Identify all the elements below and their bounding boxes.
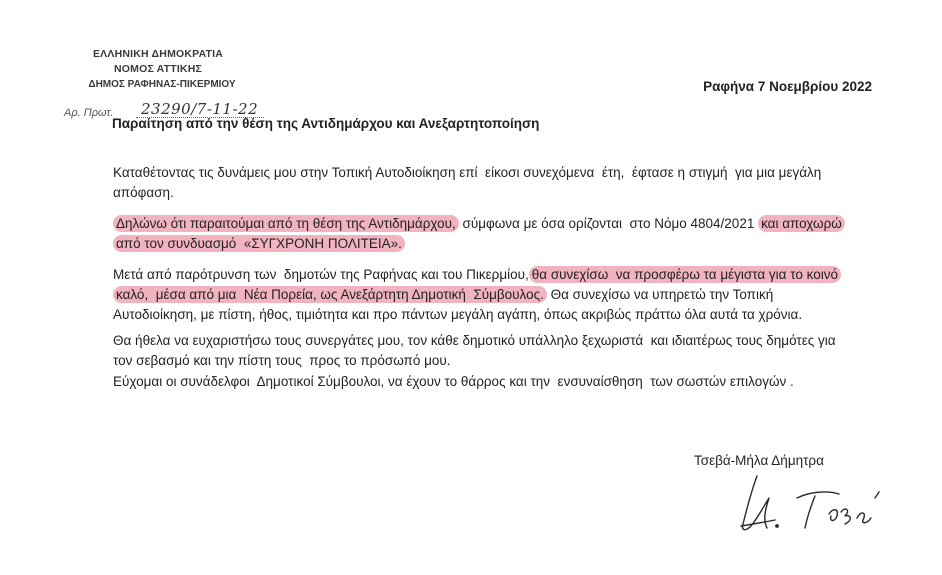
paragraph-line: απόφαση. — [113, 185, 174, 200]
paragraph-line: Θα ήθελα να ευχαριστήσω τους συνεργάτες μου, τον κάθε δημοτικό υπάλληλο ξεχωριστά και ιδιαιτέρως τους δημότες για — [113, 333, 836, 348]
signatory-name: Τσεβά-Μήλα Δήμητρα — [694, 453, 824, 468]
paragraph-text: Μετά από παρότρυνση των δημοτών της Ραφήνας και του Πικερμίου, — [113, 267, 529, 282]
letterhead — [58, 47, 258, 92]
handwritten-signature — [735, 468, 895, 538]
letterhead-line: ΝΟΜΟΣ ΑΤΤΙΚΗΣ — [113, 63, 202, 75]
protocol-handwritten: 23290/7-11-22 — [141, 100, 259, 118]
paragraph — [113, 163, 933, 203]
highlighted-text: Δηλώνω ότι παραιτούμαι από τη θέση της Αντιδημάρχου, — [113, 215, 459, 232]
paragraph — [113, 331, 933, 371]
letter-subject: Παραίτηση από την θέση της Αντιδημάρχου και Ανεξαρτητοποίηση — [112, 116, 540, 131]
paragraph-text: σύμφωνα με όσα ορίζονται στο Νόμο 4804/2021 — [458, 216, 759, 231]
protocol-label: Αρ. Πρωτ. — [64, 107, 114, 119]
paragraph-text: Θα συνεχίσω να υπηρετώ την Τοπική — [546, 287, 774, 302]
paragraph-line: Εύχομαι οι συνάδελφοι Δημοτικοί Σύμβουλοι, να έχουν το θάρρος και την ενσυναίσθηση των σωστών επιλογών . — [113, 374, 794, 389]
highlighted-text: καλό, μέσα από μια Νέα Πορεία, ως Ανεξάρτητη Δημοτική Σύμβουλος. — [113, 286, 547, 303]
highlighted-text: και αποχωρώ — [758, 215, 845, 232]
highlighted-text: θα συνεχίσω να προσφέρω τα μέγιστα για το κοινό — [529, 266, 841, 283]
paragraph — [113, 214, 933, 254]
paragraph — [113, 372, 933, 392]
paragraph-line: τον σεβασμό και την πίστη τους προς το πρόσωπό μου. — [113, 353, 451, 368]
paragraph-line: Αυτοδιοίκηση, με πίστη, ήθος, τιμιότητα και προ πάντων μεγάλη αγάπη, όπως ακριβώς πράττω όλα αυτά τα χρόνια. — [113, 307, 803, 322]
letterhead-line: ΕΛΛΗΝΙΚΗ ΔΗΜΟΚΡΑΤΙΑ — [92, 48, 224, 60]
paragraph-line: Καταθέτοντας τις δυνάμεις μου στην Τοπική Αυτοδιοίκηση επί είκοσι συνεχόμενα έτη, έφτασε η στιγμή για μια μεγάλη — [113, 165, 822, 180]
paragraph — [113, 265, 933, 325]
letter-date: Ραφήνα 7 Νοεμβρίου 2022 — [703, 79, 872, 94]
letterhead-line: ΔΗΜΟΣ ΡΑΦΗΝΑΣ-ΠΙΚΕΡΜΙΟΥ — [88, 79, 236, 90]
highlighted-text: από τον συνδυασμό «ΣΥΓΧΡΟΝΗ ΠΟΛΙΤΕΙΑ». — [113, 235, 405, 252]
